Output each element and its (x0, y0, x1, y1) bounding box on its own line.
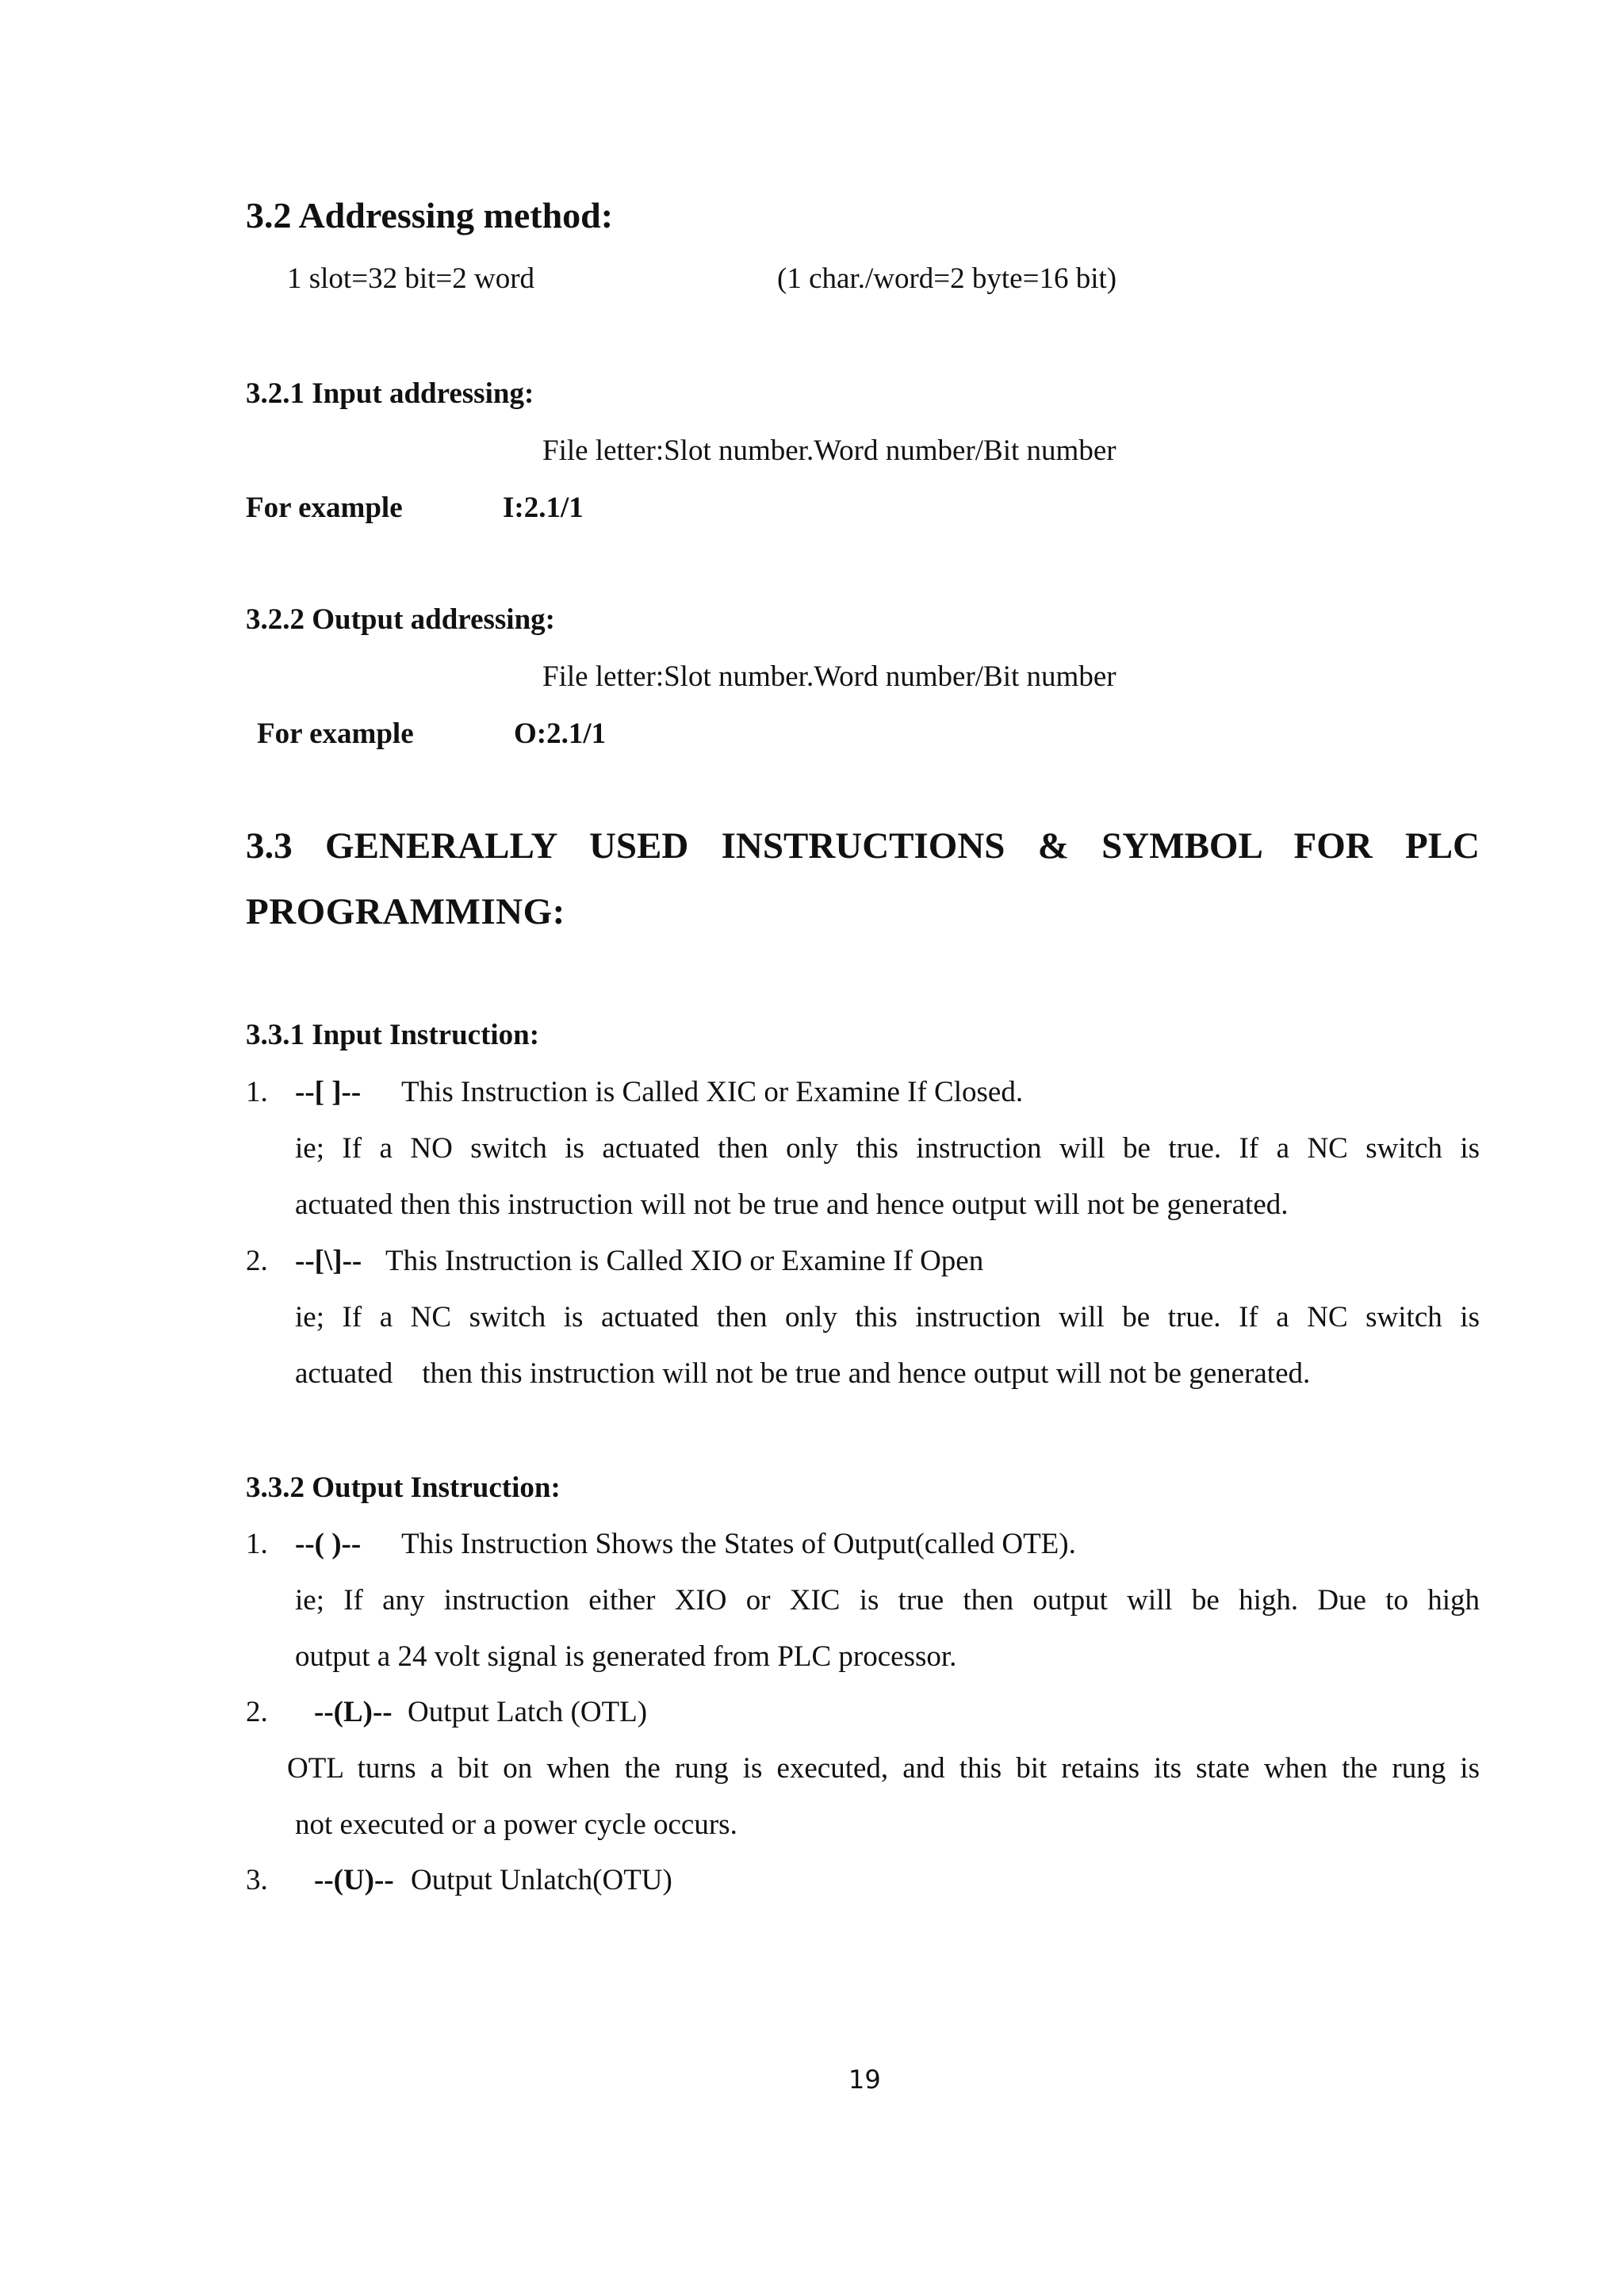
list-item-number: 3. (246, 1864, 268, 1896)
xio-title-text: This Instruction is Called XIO or Examine If Open (385, 1245, 984, 1277)
otu-title-text: Output Unlatch(OTU) (411, 1864, 672, 1896)
xio-description-line2: actuated then this instruction will not be true and hence output will not be generated. (295, 1357, 1311, 1390)
xic-symbol: --[ ]-- (295, 1076, 362, 1108)
xio-symbol: --[\]-- (295, 1245, 362, 1277)
otl-description-line1: OTL turns a bit on when the rung is executed, and this bit retains its state when the rung is (287, 1752, 1480, 1785)
ote-symbol: --( )-- (295, 1528, 362, 1560)
section-3-3-heading-line2: PROGRAMMING: (246, 891, 565, 932)
xic-description-line1: ie; If a NO switch is actuated then only this instruction will be true. If a NC switch is (295, 1132, 1480, 1165)
otl-title-text: Output Latch (OTL) (408, 1696, 648, 1728)
section-3-2-heading: 3.2 Addressing method: (246, 195, 614, 235)
input-address-format: File letter:Slot number.Word number/Bit number (542, 434, 1116, 467)
section-3-3-2-heading: 3.3.2 Output Instruction: (246, 1471, 561, 1504)
ote-title-text: This Instruction Shows the States of Output(called OTE). (401, 1528, 1076, 1560)
list-item-number: 1. (246, 1528, 268, 1560)
otu-symbol: --(U)-- (314, 1864, 394, 1896)
input-example-value: I:2.1/1 (503, 492, 584, 524)
section-3-2-1-heading: 3.2.1 Input addressing: (246, 377, 534, 410)
output-example-value: O:2.1/1 (514, 718, 607, 750)
otl-description-line2: not executed or a power cycle occurs. (295, 1808, 737, 1841)
xio-description-line1: ie; If a NC switch is actuated then only this instruction will be true. If a NC switch is (295, 1301, 1480, 1334)
xic-description-line2: actuated then this instruction will not be true and hence output will not be generated. (295, 1188, 1289, 1221)
section-3-3-heading-line1: 3.3 GENERALLY USED INSTRUCTIONS & SYMBOL FOR PLC (246, 825, 1480, 867)
list-item-number: 2. (246, 1696, 268, 1728)
ote-description-line2: output a 24 volt signal is generated from PLC processor. (295, 1640, 957, 1673)
page-number: 19 (848, 2064, 881, 2095)
char-word-byte-text: (1 char./word=2 byte=16 bit) (777, 262, 1117, 295)
section-3-3-1-heading: 3.3.1 Input Instruction: (246, 1019, 540, 1051)
list-item-number: 1. (246, 1076, 268, 1108)
otl-symbol: --(L)-- (314, 1696, 393, 1728)
ote-description-line1: ie; If any instruction either XIO or XIC is true then output will be high. Due to high (295, 1584, 1480, 1617)
input-example-label: For example (246, 492, 403, 524)
xic-title-text: This Instruction is Called XIC or Examine If Closed. (401, 1076, 1024, 1108)
section-3-2-2-heading: 3.2.2 Output addressing: (246, 603, 555, 636)
list-item-number: 2. (246, 1245, 268, 1277)
slot-bit-word-text: 1 slot=32 bit=2 word (287, 262, 535, 295)
output-address-format: File letter:Slot number.Word number/Bit number (542, 660, 1116, 693)
output-example-label: For example (257, 718, 414, 750)
